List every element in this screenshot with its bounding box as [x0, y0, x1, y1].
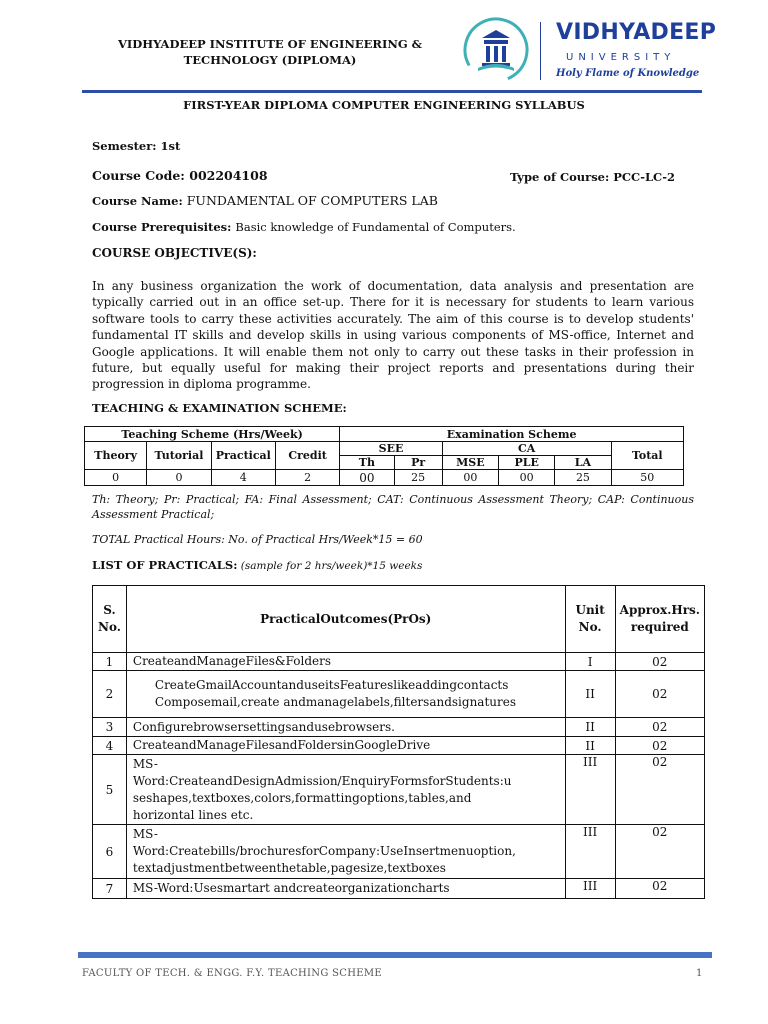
row-sno: 3: [93, 718, 127, 737]
val-la: 25: [555, 470, 611, 486]
row-outcome: [126, 671, 565, 718]
row-unit: II: [565, 671, 615, 718]
practicals-body: [93, 653, 705, 899]
outcome-line: Composemail,create andmanagelabels,filtersandsignatures: [154, 695, 516, 709]
objective-heading: COURSE OBJECTIVE(S):: [92, 246, 257, 260]
table-row: [93, 718, 705, 737]
brand-name: VIDHYADEEP: [556, 20, 717, 45]
scheme-table: [84, 426, 684, 486]
outcome-line: Word:CreateandDesignAdmission/EnquiryFormsforStudents:u: [132, 773, 512, 788]
course-code-label: Course Code:: [92, 168, 190, 183]
outcome-line: horizontal lines etc.: [132, 807, 254, 822]
val-pr: 25: [394, 470, 442, 486]
abbreviation-note: Th: Theory; Pr: Practical; FA: Final Assessment; CAT: Continuous Assessment Theory; CAP: Continuous Assessment Practical;: [92, 493, 694, 521]
row-hours: 02: [615, 755, 704, 825]
course-prerequisites: [92, 220, 516, 234]
val-theory: 0: [85, 470, 147, 486]
course-name-label: Course Name:: [92, 194, 187, 208]
header-hours: Approx.Hrs. required: [615, 586, 704, 653]
val-th: 00: [340, 470, 394, 486]
row-outcome: [126, 718, 565, 737]
row-hours: 02: [615, 737, 704, 755]
table-row: [93, 755, 705, 825]
val-total: 50: [611, 470, 683, 486]
ca-header: CA: [442, 442, 611, 456]
course-type: [510, 170, 675, 184]
table-row: [93, 737, 705, 755]
col-credit: Credit: [275, 442, 339, 470]
see-header: SEE: [340, 442, 443, 456]
row-unit: III: [565, 755, 615, 825]
row-hours: 02: [615, 825, 704, 879]
sub-th: Th: [340, 456, 394, 470]
row-sno: 7: [93, 879, 127, 899]
syllabus-title: FIRST-YEAR DIPLOMA COMPUTER ENGINEERING SYLLABUS: [183, 98, 585, 112]
row-outcome: [126, 653, 565, 671]
university-logo: [462, 16, 717, 88]
prereq-value: Basic knowledge of Fundamental of Computers.: [235, 220, 516, 234]
course-code-value: 002204108: [189, 168, 268, 183]
col-tutorial: Tutorial: [147, 442, 211, 470]
objective-paragraph: In any business organization the work of documentation, data analysis and presentation are typically carried out in an office set-up. There for it is necessary for students to learn various software tools to carry these activities accurately. The aim of this course is to develop students' fundamental IT skills and develop skills in using various components of MS-office, Internet and Google applications. It will enable them not only to carry out these tasks in their profession in future, but equally useful for making their project reports and presentations during their progression in diploma programme.: [92, 279, 694, 392]
brand-tagline: Holy Flame of Knowledge: [556, 68, 700, 79]
table-row: [93, 879, 705, 899]
page-number: 1: [696, 968, 703, 979]
university-emblem-icon: [462, 16, 530, 84]
course-name-value: FUNDAMENTAL OF COMPUTERS LAB: [186, 193, 438, 208]
outcome-line: CreateGmailAccountanduseitsFeatureslikeaddingcontacts: [154, 678, 509, 692]
row-sno: 6: [93, 825, 127, 879]
outcome-line: MS-: [132, 756, 158, 771]
institute-line-1: VIDHYADEEP INSTITUTE OF ENGINEERING &: [117, 37, 423, 51]
table-row: [93, 653, 705, 671]
outcome-line: Configurebrowsersettingsandusebrowsers.: [132, 719, 395, 734]
row-outcome: [126, 755, 565, 825]
outcome-line: textadjustmentbetweenthetable,pagesize,textboxes: [132, 861, 446, 875]
col-theory: Theory: [85, 442, 147, 470]
col-practical: Practical: [211, 442, 275, 470]
row-unit: III: [565, 879, 615, 899]
semester: Semester: 1st: [92, 139, 181, 153]
scheme-heading: TEACHING & EXAMINATION SCHEME:: [92, 401, 347, 415]
exam-scheme-header: Examination Scheme: [340, 427, 684, 442]
val-credit: 2: [275, 470, 339, 486]
row-sno: 4: [93, 737, 127, 755]
sub-ple: PLE: [499, 456, 555, 470]
footer-text: FACULTY OF TECH. & ENGG. F.Y. TEACHING SCHEME: [82, 968, 382, 979]
institute-name: [110, 36, 430, 68]
institute-line-2: TECHNOLOGY (DIPLOMA): [183, 53, 357, 67]
sub-mse: MSE: [442, 456, 498, 470]
row-hours: 02: [615, 879, 704, 899]
course-type-value: PCC-LC-2: [613, 170, 675, 184]
row-outcome: [126, 879, 565, 899]
header-rule: [82, 90, 702, 93]
row-unit: I: [565, 653, 615, 671]
row-outcome: [126, 825, 565, 879]
table-row: [93, 671, 705, 718]
row-hours: 02: [615, 653, 704, 671]
row-sno: 1: [93, 653, 127, 671]
outcome-line: Word:Createbills/brochuresforCompany:UseInsertmenuoption,: [132, 844, 516, 858]
val-mse: 00: [442, 470, 498, 486]
table-row: [93, 825, 705, 879]
outcome-line: MS-Word:Usesmartart andcreateorganizationcharts: [132, 881, 450, 895]
row-outcome: [126, 737, 565, 755]
header-outcomes: PracticalOutcomes(PrOs): [126, 586, 565, 653]
practicals-table: [92, 585, 705, 899]
sub-la: LA: [555, 456, 611, 470]
practicals-heading: LIST OF PRACTICALS:: [92, 558, 238, 572]
row-sno: 2: [93, 671, 127, 718]
course-type-label: Type of Course:: [510, 170, 614, 184]
val-tutorial: 0: [147, 470, 211, 486]
header-unit: Unit No.: [565, 586, 615, 653]
row-unit: II: [565, 737, 615, 755]
row-unit: III: [565, 825, 615, 879]
row-hours: 02: [615, 718, 704, 737]
practicals-note: (sample for 2 hrs/week)*15 weeks: [237, 560, 423, 572]
logo-separator: [540, 22, 541, 80]
prereq-label: Course Prerequisites:: [92, 220, 236, 234]
header-sno: S. No.: [93, 586, 127, 653]
teaching-scheme-header: Teaching Scheme (Hrs/Week): [85, 427, 340, 442]
total-header: Total: [611, 442, 683, 470]
val-practical: 4: [211, 470, 275, 486]
course-name: [92, 193, 438, 208]
sub-pr: Pr: [394, 456, 442, 470]
footer-rule: [78, 952, 712, 958]
outcome-line: CreateandManageFilesandFoldersinGoogleDrive: [132, 738, 431, 752]
outcome-line: CreateandManageFiles&Folders: [132, 654, 332, 668]
row-unit: II: [565, 718, 615, 737]
outcome-line: MS-: [132, 827, 158, 841]
practicals-heading-line: [92, 558, 422, 572]
row-sno: 5: [93, 755, 127, 825]
row-hours: 02: [615, 671, 704, 718]
total-practical-hours: TOTAL Practical Hours: No. of Practical Hrs/Week*15 = 60: [92, 533, 423, 546]
val-ple: 00: [499, 470, 555, 486]
course-code: [92, 168, 268, 183]
outcome-line: seshapes,textboxes,colors,formattingoptions,tables,and: [132, 790, 472, 805]
brand-subtitle: UNIVERSITY: [566, 52, 676, 63]
